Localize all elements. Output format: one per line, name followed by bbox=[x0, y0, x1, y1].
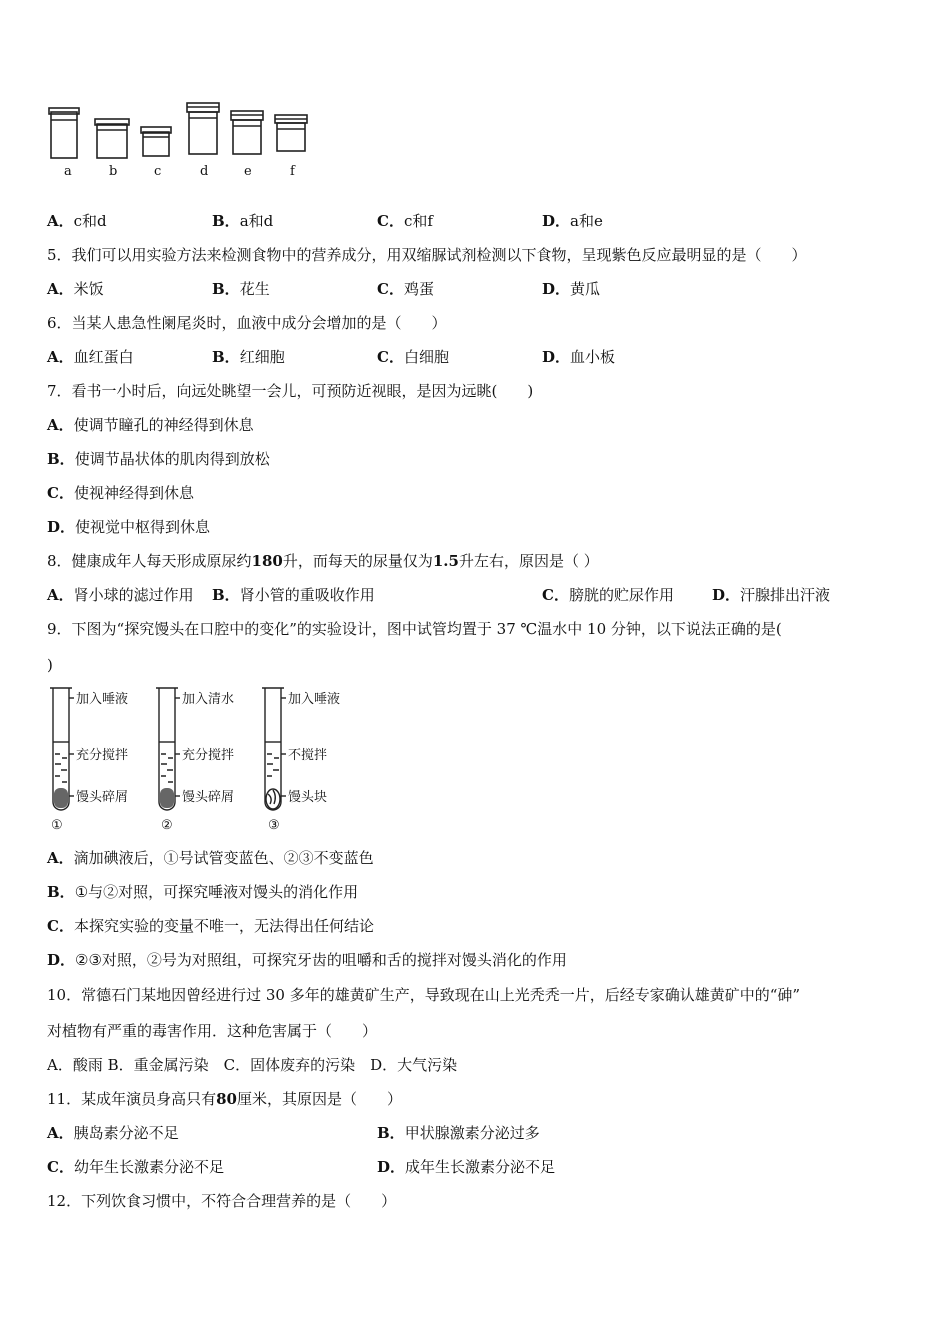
tube-1-top-label: 加入唾液 bbox=[76, 692, 129, 707]
tube-2-number: ② bbox=[161, 818, 173, 833]
q4-option-a: A．c和d bbox=[47, 212, 107, 230]
tube-1-bottom-label: 馒头碎屑 bbox=[76, 790, 129, 805]
q9-option-c: C．本探究实验的变量不唯一，无法得出任何结论 bbox=[47, 917, 374, 935]
tube-2-mid-label: 充分搅拌 bbox=[182, 748, 235, 763]
container-d bbox=[187, 103, 219, 154]
q11-option-a: A．胰岛素分泌不足 bbox=[47, 1124, 179, 1142]
q6-option-a: A．血红蛋白 bbox=[47, 348, 134, 366]
q11-option-b: B．甲状腺激素分泌过多 bbox=[377, 1124, 540, 1142]
q9-option-d: D．②③对照，②号为对照组，可探究牙齿的咀嚼和舌的搅拌对馒头消化的作用 bbox=[47, 951, 567, 969]
q8-option-c: C．膀胱的贮尿作用 bbox=[542, 586, 674, 604]
q6-option-c: C．白细胞 bbox=[377, 348, 449, 366]
container-label: e bbox=[244, 164, 252, 179]
q4-option-c: C．c和f bbox=[377, 212, 433, 230]
q4-option-b: B．a和d bbox=[212, 212, 274, 230]
tube-2-top-label: 加入清水 bbox=[182, 692, 235, 707]
q4-option-d: D．a和e bbox=[542, 212, 603, 230]
container-label: c bbox=[154, 164, 162, 179]
q5-option-a: A．米饭 bbox=[47, 280, 104, 298]
tube-1-mid-label: 充分搅拌 bbox=[76, 748, 129, 763]
q6-option-b: B．红细胞 bbox=[212, 348, 285, 366]
container-b bbox=[95, 119, 129, 158]
tube-1-number: ① bbox=[51, 818, 63, 833]
q9-stem: 9．下图为“探究馒头在口腔中的变化”的实验设计，图中试管均置于 37 ℃温水中 10 分钟，以下说法正确的是( bbox=[47, 620, 782, 638]
test-tube-3 bbox=[262, 688, 284, 810]
container-label: a bbox=[64, 164, 72, 179]
q8-option-d: D．汗腺排出汗液 bbox=[712, 586, 831, 604]
q7-option-c: C．使视神经得到休息 bbox=[47, 484, 194, 502]
containers-figure bbox=[45, 100, 315, 180]
tube-3-bottom-label: 馒头块 bbox=[288, 790, 328, 805]
q5-option-c: C．鸡蛋 bbox=[377, 280, 434, 298]
q8-option-a: A．肾小球的滤过作用 bbox=[47, 586, 194, 604]
q8-option-b: B．肾小管的重吸收作用 bbox=[212, 586, 375, 604]
q10-options: A．酸雨 B．重金属污染 C．固体废弃的污染 D．大气污染 bbox=[47, 1056, 458, 1074]
q7-stem: 7．看书一小时后，向远处眺望一会儿，可预防近视眼，是因为远眺( ) bbox=[47, 382, 534, 400]
q5-stem: 5．我们可以用实验方法来检测食物中的营养成分，用双缩脲试剂检测以下食物，呈现紫色反应最明显的是（ ） bbox=[47, 246, 807, 264]
tube-3-mid-label: 不搅拌 bbox=[288, 748, 328, 763]
container-e bbox=[231, 111, 263, 154]
container-a bbox=[49, 108, 79, 158]
tube-3-number: ③ bbox=[268, 818, 280, 833]
q11-stem: 11．某成年演员身高只有80厘米，其原因是（ ） bbox=[47, 1090, 402, 1108]
q9-option-b: B．①与②对照，可探究唾液对馒头的消化作用 bbox=[47, 883, 359, 901]
container-label: f bbox=[290, 164, 295, 179]
q7-option-a: A．使调节瞳孔的神经得到休息 bbox=[47, 416, 254, 434]
q7-option-b: B．使调节晶状体的肌肉得到放松 bbox=[47, 450, 270, 468]
q9-option-a: A．滴加碘液后，①号试管变蓝色、②③不变蓝色 bbox=[47, 849, 374, 867]
q10-stem: 10．常德石门某地因曾经进行过 30 多年的雄黄矿生产，导致现在山上光秃秃一片，后经专家确认雄黄矿中的“砷” bbox=[47, 986, 801, 1004]
q8-stem: 8．健康成年人每天形成原尿约180升，而每天的尿量仅为1.5升左右，原因是（ ） bbox=[47, 552, 599, 570]
q6-stem: 6．当某人患急性阑尾炎时，血液中成分会增加的是（ ） bbox=[47, 314, 447, 332]
container-c bbox=[141, 127, 171, 156]
container-label: b bbox=[109, 164, 118, 179]
q7-option-d: D．使视觉中枢得到休息 bbox=[47, 518, 211, 536]
q11-option-c: C．幼年生长激素分泌不足 bbox=[47, 1158, 224, 1176]
q12-stem: 12．下列饮食习惯中，不符合合理营养的是（ ） bbox=[47, 1192, 397, 1210]
tube-2-bottom-label: 馒头碎屑 bbox=[182, 790, 235, 805]
q11-option-d: D．成年生长激素分泌不足 bbox=[377, 1158, 556, 1176]
q5-option-d: D．黄瓜 bbox=[542, 280, 601, 298]
q5-option-b: B．花生 bbox=[212, 280, 270, 298]
q10-stem-line2: 对植物有严重的毒害作用．这种危害属于（ ） bbox=[47, 1022, 378, 1040]
q9-stem-end: ) bbox=[47, 656, 53, 674]
container-label: d bbox=[200, 164, 209, 179]
container-f bbox=[275, 115, 307, 151]
tube-3-top-label: 加入唾液 bbox=[288, 692, 341, 707]
q6-option-d: D．血小板 bbox=[542, 348, 616, 366]
